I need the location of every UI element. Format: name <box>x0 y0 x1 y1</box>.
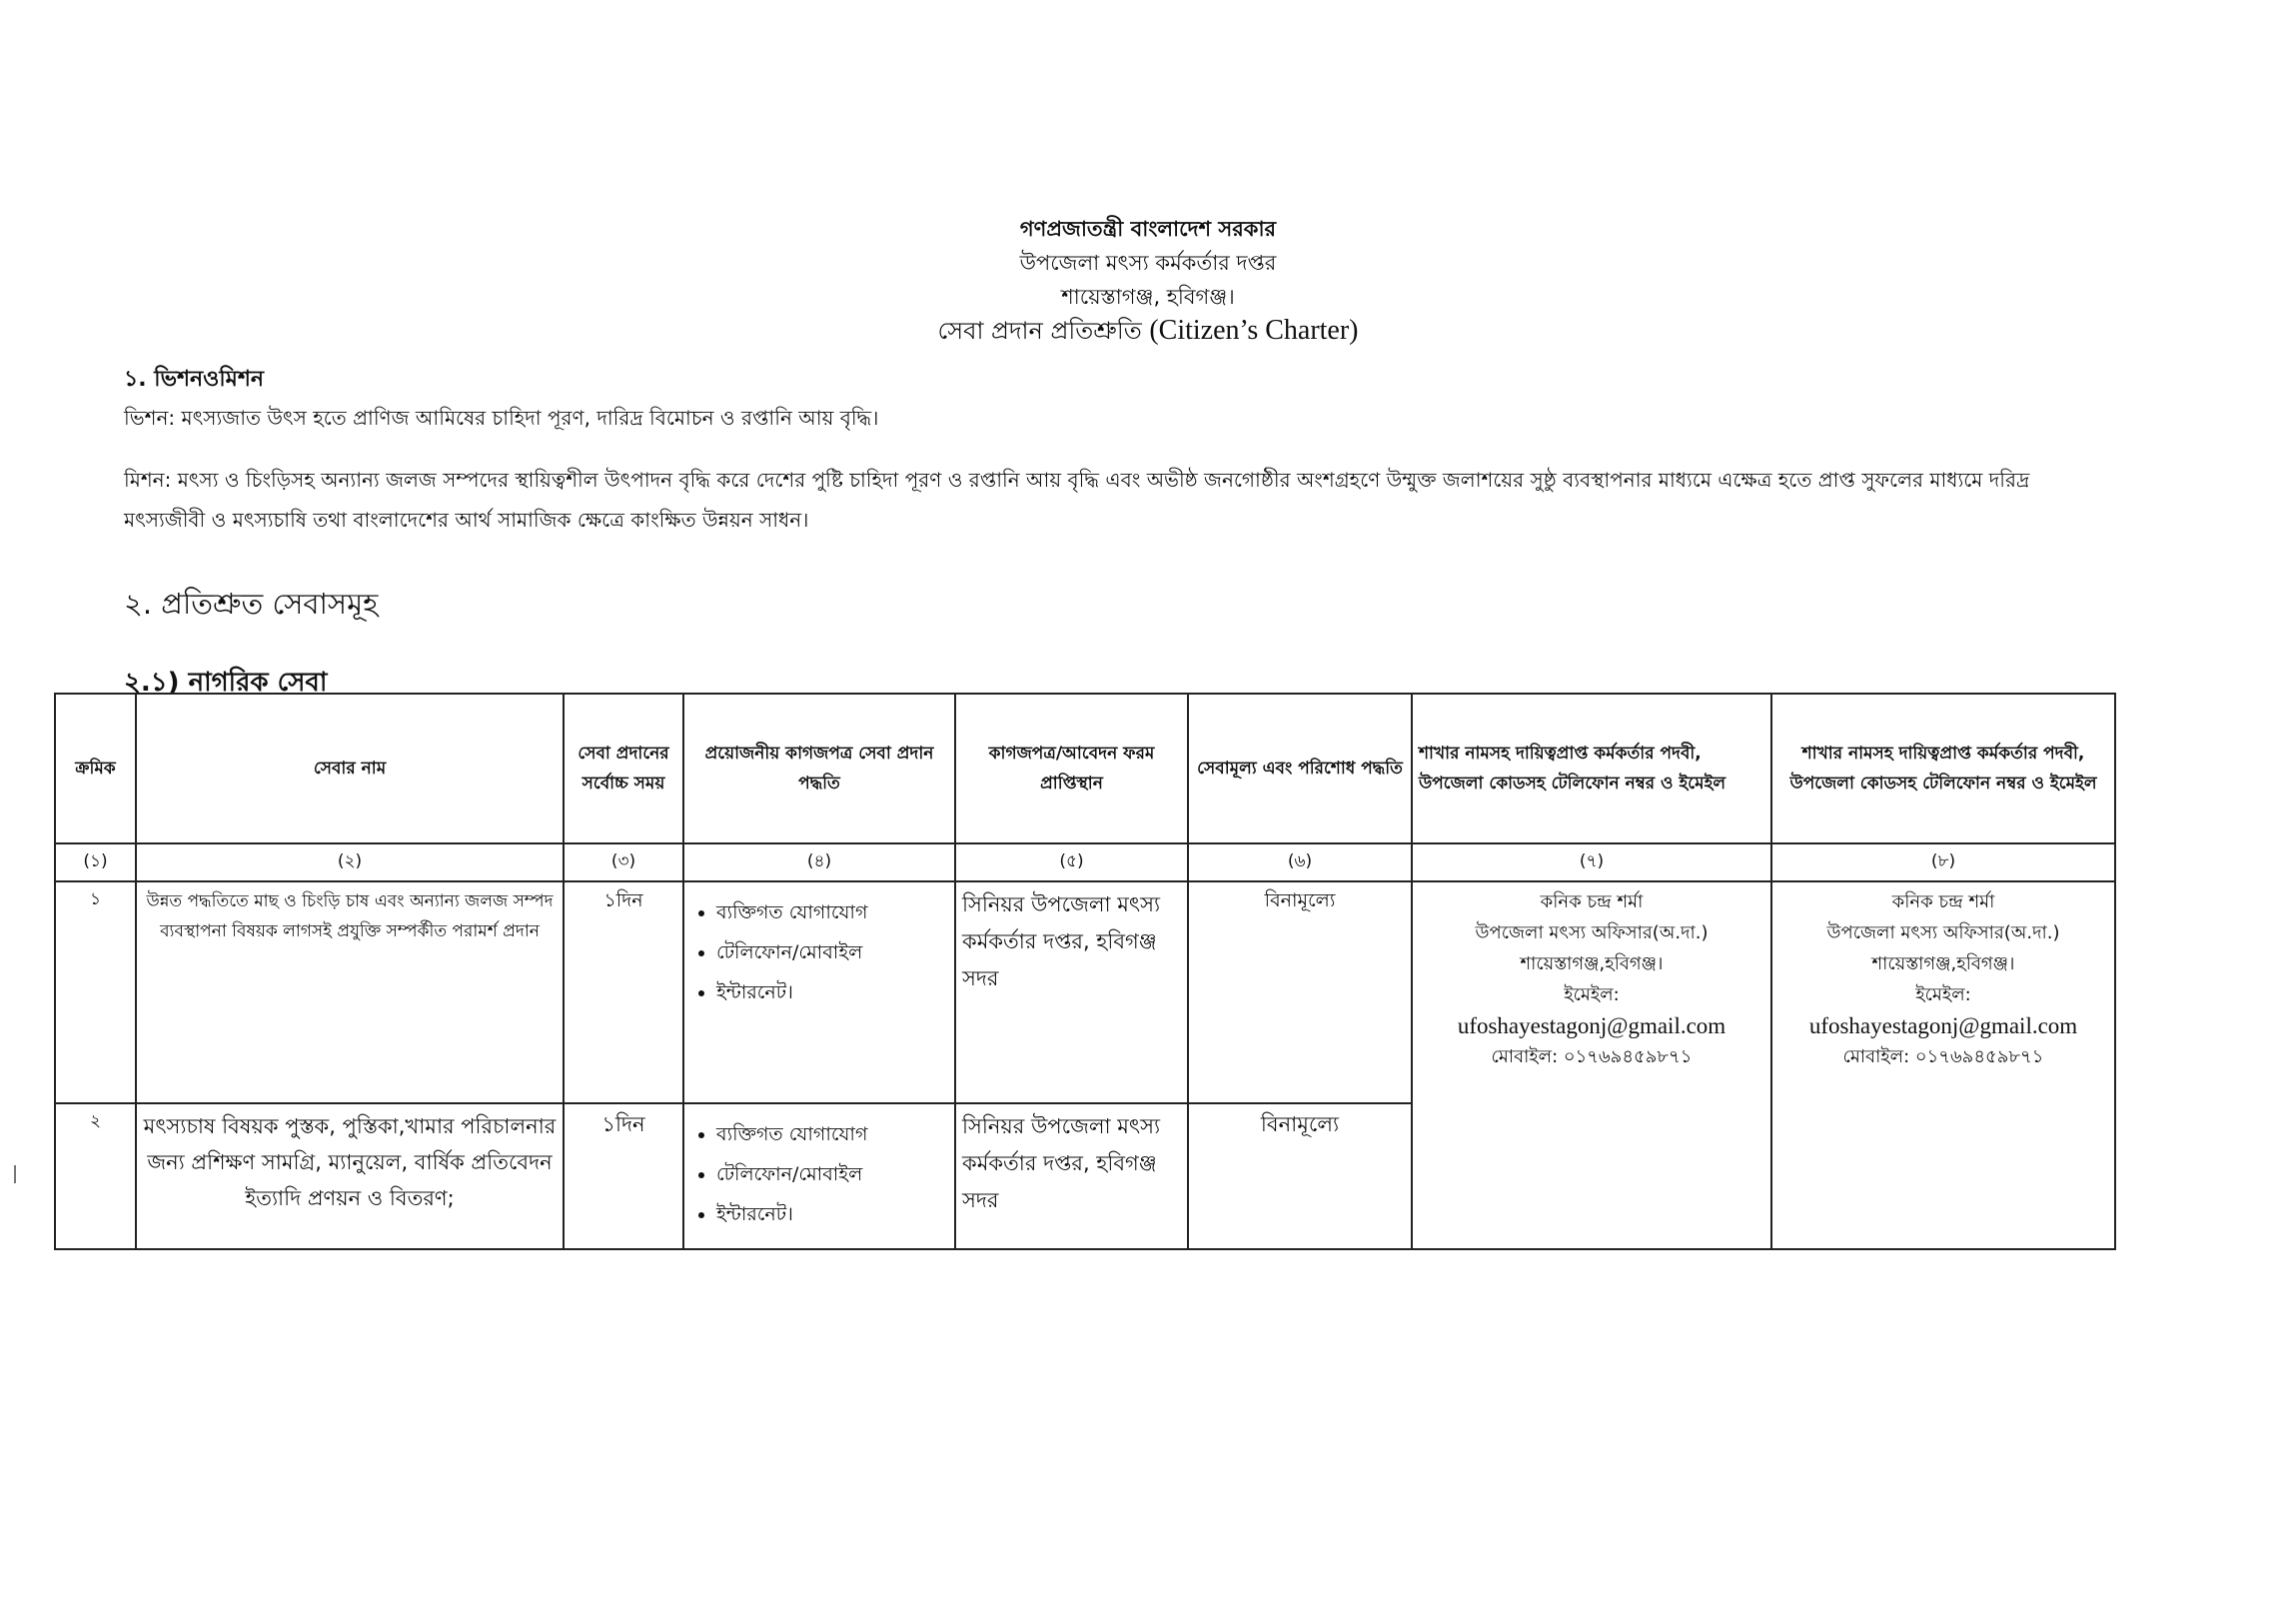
header-serial: ক্রমিক <box>55 694 136 843</box>
row-fee: বিনামূল্যে <box>1188 1103 1412 1249</box>
column-number: (৬) <box>1188 843 1412 881</box>
row-form-location: সিনিয়র উপজেলা মৎস্য কর্মকর্তার দপ্তর, হবিগঞ্জ সদর <box>955 881 1188 1103</box>
officer-email: ufoshayestagonj@gmail.com <box>1457 1013 1726 1038</box>
mission-text: মিশন: মৎস্য ও চিংড়িসহ অন্যান্য জলজ সম্পদের স্থায়িত্বশীল উৎপাদন বৃদ্ধি করে দেশের পুষ্টি চাহিদা পূরণ ও রপ্তানি আয় বৃদ্ধি এবং অভীষ্ঠ জনগোষ্ঠীর অংশগ্রহণে উম্মুক্ত জলাশয়ের সুষ্ঠু ব্যবস্থাপনার মাধ্যমে এক্ষেত্র হতে প্রাপ্ত সুফলের মাধ্যমে দরিদ্র মৎস্যজীবী ও মৎস্যচাষি তথা বাংলাদেশের আর্থ সামাজিক ক্ষেত্রে কাংক্ষিত উন্নয়ন সাধন। <box>124 468 2030 532</box>
column-number: (১) <box>55 843 136 881</box>
header-documents-method: প্রয়োজনীয় কাগজপত্র সেবা প্রদান পদ্ধতি <box>683 694 955 843</box>
row-max-time: ১দিন <box>564 881 683 1103</box>
method-item: • ইন্টারনেট। <box>716 1194 948 1234</box>
charter-title-bn: সেবা প্রদান প্রতিশ্রুতি <box>937 317 1150 345</box>
methods-list <box>690 1114 948 1234</box>
table-row <box>55 881 2115 1103</box>
section-citizen-services-title: ২.১) নাগরিক সেবা <box>124 668 328 698</box>
row-methods <box>683 1103 955 1249</box>
header-fee-payment: সেবামূল্য এবং পরিশোধ পদ্ধতি <box>1188 694 1412 843</box>
section-services-title: ২. প্রতিশ্রুত সেবাসমূহ <box>124 587 379 621</box>
column-number-row <box>55 843 2115 881</box>
column-number: (৩) <box>564 843 683 881</box>
officer-contact-7 <box>1412 881 1771 1249</box>
header-form-location: কাগজপত্র/আবেদন ফরম প্রাপ্তিস্থান <box>955 694 1188 843</box>
government-name: গণপ্রজাতন্ত্রী বাংলাদেশ সরকার <box>1019 217 1277 241</box>
officer-location: শায়েস্তাগঞ্জ,হবিগঞ্জ। <box>1871 953 2015 974</box>
officer-mobile: মোবাইল: ০১৭৬৯৪৫৯৮৭১ <box>1842 1046 2044 1067</box>
row-methods <box>683 881 955 1103</box>
method-item: • ব্যক্তিগত যোগাযোগ <box>716 892 948 932</box>
row-serial: ২ <box>55 1103 136 1249</box>
method-item: • টেলিফোন/মোবাইল <box>716 932 948 972</box>
scan-mark <box>14 1165 16 1183</box>
officer-mobile: মোবাইল: ০১৭৬৯৪৫৯৮৭১ <box>1491 1046 1693 1067</box>
document-header <box>0 212 2296 348</box>
row-form-location: সিনিয়র উপজেলা মৎস্য কর্মকর্তার দপ্তর, হবিগঞ্জ সদর <box>955 1103 1188 1249</box>
row-serial: ১ <box>55 881 136 1103</box>
row-max-time: ১দিন <box>564 1103 683 1249</box>
methods-list <box>690 892 948 1012</box>
column-number: (৪) <box>683 843 955 881</box>
column-number: (৮) <box>1771 843 2115 881</box>
officer-name: কনিক চন্দ্র শর্মা <box>1540 891 1644 912</box>
vision-text: ভিশন: মৎস্যজাত উৎস হতে প্রাণিজ আমিষের চাহিদা পূরণ, দারিদ্র বিমোচন ও রপ্তানি আয় বৃদ্ধি। <box>124 406 879 430</box>
office-location: শায়েস্তাগঞ্জ, হবিগঞ্জ। <box>1061 285 1235 309</box>
header-service-name: সেবার নাম <box>136 694 564 843</box>
officer-name: কনিক চন্দ্র শর্মা <box>1891 891 1995 912</box>
table-header-row <box>55 694 2115 843</box>
charter-title <box>0 314 2296 348</box>
column-number: (৭) <box>1412 843 1771 881</box>
email-label: ইমেইল: <box>1915 984 1971 1005</box>
method-item: • ইন্টারনেট। <box>716 972 948 1012</box>
header-officer-contact-7: শাখার নামসহ দায়িত্বপ্রাপ্ত কর্মকর্তার পদবী, উপজেলা কোডসহ টেলিফোন নম্বর ও ইমেইল <box>1412 694 1771 843</box>
section-vision-mission-title: ১. ভিশনওমিশন <box>124 367 264 392</box>
citizen-charter-table <box>54 693 2116 1250</box>
method-item: • ব্যক্তিগত যোগাযোগ <box>716 1114 948 1154</box>
column-number: (২) <box>136 843 564 881</box>
officer-designation: উপজেলা মৎস্য অফিসার(অ.দা.) <box>1826 922 2060 943</box>
email-label: ইমেইল: <box>1564 984 1620 1005</box>
header-max-time: সেবা প্রদানের সর্বোচ্চ সময় <box>564 694 683 843</box>
charter-title-en: (Citizen’s Charter) <box>1149 315 1359 346</box>
column-number: (৫) <box>955 843 1188 881</box>
officer-contact-8 <box>1771 881 2115 1249</box>
officer-location: শায়েস্তাগঞ্জ,হবিগঞ্জ। <box>1520 953 1664 974</box>
officer-email: ufoshayestagonj@gmail.com <box>1808 1013 2078 1038</box>
row-fee: বিনামূল্যে <box>1188 881 1412 1103</box>
method-item: • টেলিফোন/মোবাইল <box>716 1154 948 1194</box>
header-officer-contact-8: শাখার নামসহ দায়িত্বপ্রাপ্ত কর্মকর্তার পদবী, উপজেলা কোডসহ টেলিফোন নম্বর ও ইমেইল <box>1771 694 2115 843</box>
office-name: উপজেলা মৎস্য কর্মকর্তার দপ্তর <box>1019 251 1277 275</box>
officer-designation: উপজেলা মৎস্য অফিসার(অ.দা.) <box>1475 922 1709 943</box>
row-service-name: মৎস্যচাষ বিষয়ক পুস্তক, পুস্তিকা,খামার পরিচালনার জন্য প্রশিক্ষণ সামগ্রি, ম্যানুয়েল, বার্ষিক প্রতিবেদন ইত্যাদি প্রণয়ন ও বিতরণ; <box>136 1103 564 1249</box>
row-service-name: উন্নত পদ্ধতিতে মাছ ও চিংড়ি চাষ এবং অন্যান্য জলজ সম্পদ ব্যবস্থাপনা বিষয়ক লাগসই প্রযুক্তি সম্পর্কীত পরামর্শ প্রদান <box>136 881 564 1103</box>
